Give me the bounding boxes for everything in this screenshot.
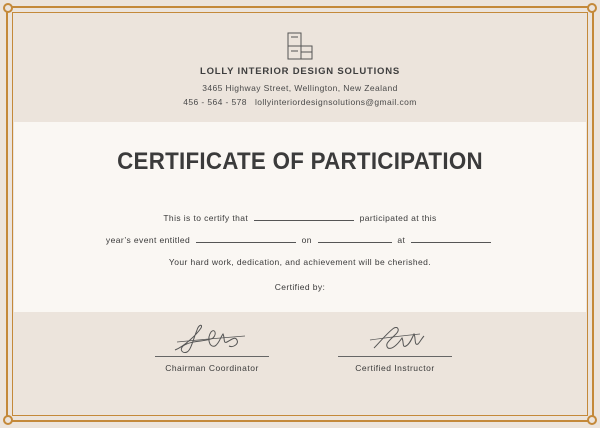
participant-name-blank	[254, 212, 354, 221]
certify-line-1	[0, 212, 600, 223]
company-phone: 456 - 564 - 578	[183, 97, 247, 107]
company-contact	[0, 97, 600, 107]
company-name: LOLLY INTERIOR DESIGN SOLUTIONS	[199, 66, 401, 77]
certify-text-end: participated at this	[359, 213, 437, 223]
signature-line	[338, 356, 452, 357]
certify-line-2	[0, 234, 600, 245]
certified-by-label: Certified by:	[274, 282, 326, 292]
chairman-coordinator-label: Chairman Coordinator	[165, 363, 259, 373]
signature-instructor-icon	[340, 320, 450, 356]
company-email: lollyinteriordesignsolutions@gmail.com	[254, 97, 417, 107]
corner-ornament-icon	[587, 415, 597, 425]
event-location-blank	[411, 234, 491, 243]
certified-instructor-label: Certified Instructor	[355, 363, 435, 373]
at-text: at	[397, 235, 406, 245]
certificate-title: CERTIFICATE OF PARTICIPATION	[117, 148, 483, 175]
corner-ornament-icon	[587, 3, 597, 13]
corner-ornament-icon	[3, 415, 13, 425]
signature-chairman-icon	[157, 320, 267, 356]
certify-text-start: This is to certify that	[163, 213, 249, 223]
company-address: 3465 Highway Street, Wellington, New Zealand	[202, 83, 398, 93]
corner-ornament-icon	[3, 3, 13, 13]
event-name-blank	[196, 234, 296, 243]
signature-line	[155, 356, 269, 357]
signature-block-chairman	[147, 320, 277, 373]
cherished-line: Your hard work, dedication, and achievement will be cherished.	[168, 257, 432, 267]
on-text: on	[301, 235, 312, 245]
event-date-blank	[318, 234, 392, 243]
company-logo-icon	[287, 32, 313, 60]
signature-block-instructor	[330, 320, 460, 373]
event-text: year’s event entitled	[105, 235, 191, 245]
